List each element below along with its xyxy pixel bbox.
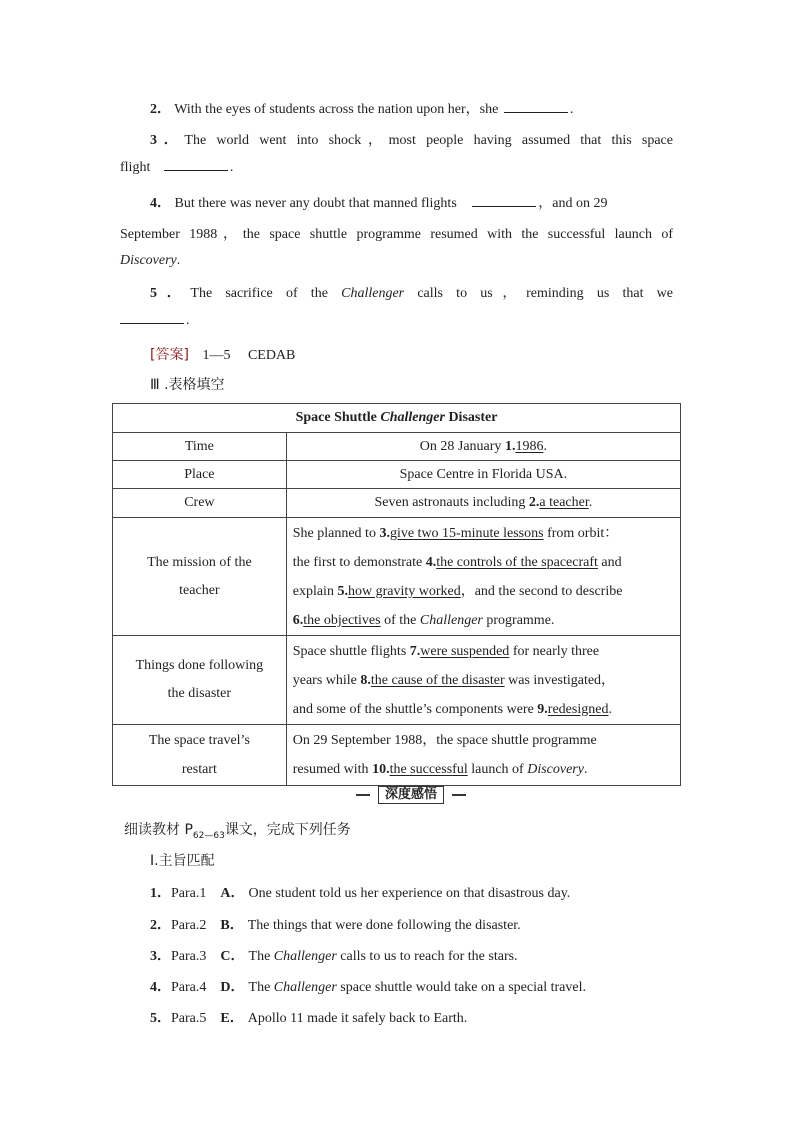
matching-item	[150, 914, 521, 934]
cell-text: from orbit：	[543, 525, 619, 541]
option-text: calls to us to reach for the stars.	[336, 949, 518, 964]
cell-text: years while	[292, 672, 361, 688]
option-text: Apollo 11 made it safely back to Earth.	[247, 1011, 468, 1026]
label-line: restart	[181, 762, 217, 777]
question-4-line2	[120, 223, 673, 243]
filled-answer: the successful	[389, 762, 468, 777]
banner-bar-right	[452, 794, 466, 796]
question-text: With the eyes of students across the nation upon her，she	[174, 102, 499, 117]
answer-blank[interactable]	[164, 169, 228, 171]
question-5-line1	[150, 282, 673, 302]
option-letter: D．	[220, 980, 245, 995]
item-number: 1．	[150, 886, 171, 901]
question-number: 4．	[150, 196, 171, 211]
matching-item	[150, 1007, 467, 1027]
ship-name: Challenger	[341, 286, 405, 301]
answer-range: 1—5	[202, 348, 231, 363]
punct: .	[569, 102, 574, 117]
question-3-line2	[120, 160, 233, 176]
instruction-text: 课文，完成下列任务	[224, 822, 351, 838]
cell-text: and some of the shuttle’s components were	[292, 701, 538, 717]
section-banner	[356, 786, 466, 804]
blank-number: 8.	[360, 672, 371, 688]
cell-text: for nearly three	[509, 643, 600, 659]
question-5-line2	[120, 313, 190, 329]
row-label: Crew	[113, 489, 287, 518]
question-text: September 1988，the space shuttle programme resumed with the successful launch of	[120, 227, 673, 242]
filled-answer: redesigned	[547, 701, 609, 717]
paragraph-label: Para.4	[171, 980, 207, 995]
row-value	[286, 433, 680, 461]
answer-line	[150, 344, 295, 364]
answer-blank[interactable]	[504, 111, 568, 113]
cell-text: programme.	[482, 612, 555, 628]
matching-item	[150, 882, 570, 902]
answer-blank[interactable]	[120, 322, 184, 324]
row-value	[286, 489, 680, 518]
row-label	[113, 518, 287, 636]
paragraph-label: Para.3	[171, 949, 207, 964]
cell-line: On 29 September 1988，the space shuttle programme	[292, 733, 597, 748]
reading-instruction	[124, 819, 351, 841]
section-title: Ⅰ.主旨匹配	[150, 853, 215, 869]
label-line: teacher	[179, 582, 220, 598]
banner-bar-left	[356, 794, 370, 796]
option-letter: B．	[220, 918, 244, 933]
row-label	[113, 636, 287, 725]
section-title: Ⅲ .表格填空	[150, 377, 225, 393]
item-number: 4．	[150, 980, 171, 995]
punct: .	[229, 160, 234, 175]
question-text: The sacrifice of the	[190, 286, 328, 301]
table-row	[113, 725, 681, 786]
cell-text: She planned to	[292, 525, 380, 541]
row-label: Place	[113, 461, 287, 489]
ship-name: Challenger	[273, 980, 337, 995]
cell-line	[293, 548, 674, 577]
matching-item	[150, 945, 518, 965]
filled-answer: the cause of the disaster	[370, 672, 505, 688]
ship-name: Challenger	[380, 410, 445, 425]
question-text: flight	[120, 160, 151, 175]
question-number: 5．	[150, 286, 191, 301]
blank-number: 5.	[337, 583, 348, 599]
paragraph-label: Para.1	[171, 886, 207, 901]
blank-number: 7.	[409, 643, 421, 659]
filled-answer: the objectives	[303, 612, 381, 628]
cell-text: ，and the second to describe	[460, 583, 623, 599]
option-text: One student told us her experience on that disastrous day.	[248, 886, 571, 901]
question-text: calls to us，reminding us that we	[417, 286, 673, 301]
table-row	[113, 489, 681, 518]
cell-line	[293, 577, 674, 606]
question-3-line1	[150, 129, 673, 149]
table-header-row	[113, 404, 681, 433]
disaster-table	[112, 403, 681, 786]
option-letter: C．	[220, 949, 245, 964]
row-value	[286, 636, 680, 725]
cell-line	[293, 606, 674, 635]
punct: .	[583, 762, 588, 777]
filled-answer: how gravity worked	[347, 583, 461, 599]
cell-text: was investigated，	[504, 672, 616, 688]
punct: .	[176, 253, 181, 268]
option-text: The	[248, 949, 274, 964]
question-4-line1	[150, 192, 607, 212]
cell-text: resumed with	[292, 762, 373, 777]
option-text: The things that were done following the disaster.	[247, 918, 521, 933]
table-row	[113, 433, 681, 461]
table-title	[113, 404, 681, 433]
ship-name: Challenger	[419, 612, 483, 628]
option-text: space shuttle would take on a special travel.	[336, 980, 586, 995]
table-title-text: Disaster	[444, 410, 498, 425]
cell-text: Seven astronauts including	[374, 495, 529, 510]
blank-number: 6.	[292, 612, 304, 628]
filled-answer: give two 15-minute lessons	[389, 525, 544, 541]
blank-number: 2.	[528, 495, 540, 510]
blank-number: 1.	[504, 438, 516, 454]
table-row	[113, 636, 681, 725]
cell-text: Space shuttle flights	[292, 643, 410, 659]
answer-value: CEDAB	[247, 348, 296, 363]
question-text: ，and on 29	[538, 196, 608, 211]
label-line: The space travel’s	[148, 733, 250, 748]
question-text: The world went into shock，most people having assumed that this space	[184, 133, 673, 148]
item-number: 2．	[150, 918, 171, 933]
cell-text: and	[597, 554, 622, 570]
option-text: The	[248, 980, 274, 995]
cell-text: On 28 January	[419, 438, 505, 454]
cell-text: the first to demonstrate	[292, 554, 426, 570]
cell-line	[293, 637, 674, 666]
paragraph-label: Para.5	[171, 1011, 207, 1026]
ship-name: Challenger	[273, 949, 337, 964]
punct: .	[588, 495, 593, 510]
label-line: The mission of the	[147, 554, 252, 570]
row-value: Space Centre in Florida USA.	[286, 461, 680, 489]
cell-text: explain	[292, 583, 338, 599]
table-row	[113, 518, 681, 636]
question-4-line3	[120, 253, 180, 269]
ship-name: Discovery	[527, 762, 584, 777]
table-row	[113, 461, 681, 489]
cell-line	[293, 755, 674, 784]
cell-line	[293, 666, 674, 695]
question-number: 2．	[150, 102, 171, 117]
blank-number: 9.	[537, 701, 548, 717]
blank-number: 10.	[372, 762, 390, 777]
cell-text: launch of	[467, 762, 528, 777]
option-letter: E．	[220, 1011, 244, 1026]
label-line: the disaster	[167, 686, 232, 701]
filled-answer: the controls of the spacecraft	[436, 554, 598, 570]
table-title-text: Space Shuttle	[295, 410, 381, 425]
punct: .	[186, 313, 190, 328]
paragraph-label: Para.2	[171, 918, 207, 933]
banner-label: 深度感悟	[378, 786, 444, 804]
option-letter: A．	[220, 886, 245, 901]
matching-item	[150, 976, 586, 996]
ship-name: Discovery	[120, 253, 177, 268]
cell-line	[293, 519, 674, 548]
answer-blank[interactable]	[472, 205, 536, 207]
row-value	[286, 518, 680, 636]
question-text: But there was never any doubt that manned flights	[174, 196, 457, 211]
answer-tag: [答案]	[150, 347, 189, 363]
punct: .	[543, 438, 547, 454]
filled-answer: 1986	[515, 438, 544, 454]
cell-text: .	[608, 701, 612, 717]
instruction-text: 细读教材 P	[124, 822, 193, 838]
row-label	[113, 725, 287, 786]
item-number: 3．	[150, 949, 171, 964]
item-number: 5．	[150, 1011, 171, 1026]
question-2	[150, 98, 573, 118]
filled-answer: a teacher	[539, 495, 589, 510]
question-number: 3．	[150, 133, 185, 148]
blank-number: 4.	[425, 554, 437, 570]
blank-number: 3.	[379, 525, 390, 541]
cell-text: of the	[380, 612, 420, 628]
label-line: Things done following	[135, 658, 264, 673]
row-label: Time	[113, 433, 287, 461]
filled-answer: were suspended	[420, 643, 510, 659]
page-range: 62—63	[192, 830, 225, 841]
row-value	[286, 725, 680, 786]
cell-line	[293, 695, 674, 724]
